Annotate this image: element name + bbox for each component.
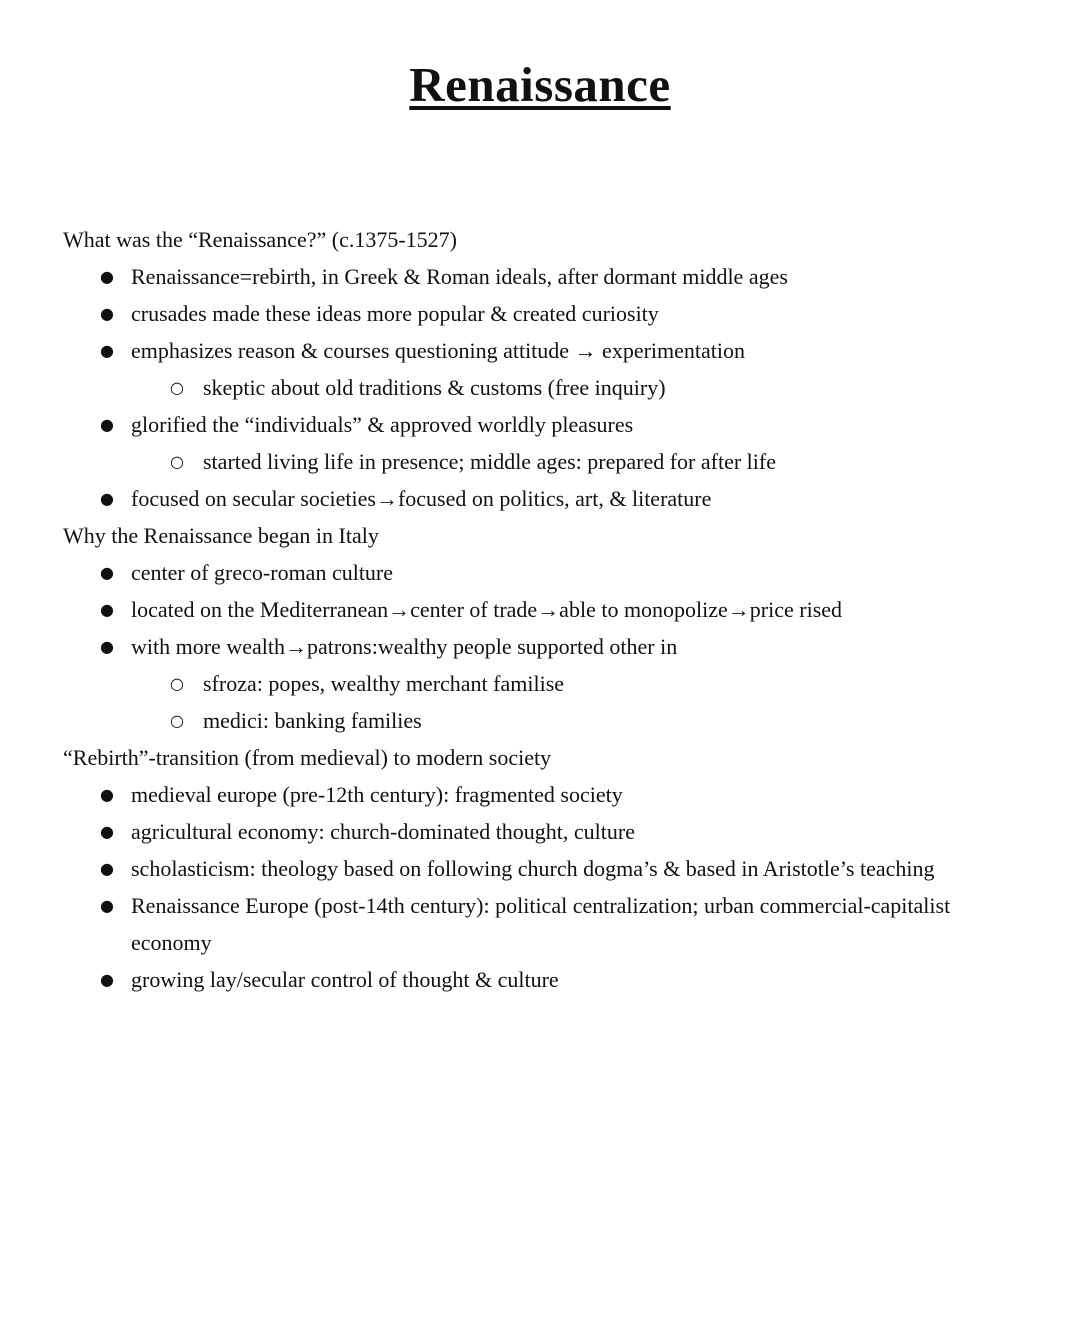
bullet-icon: ○ (170, 674, 184, 694)
bullet-icon: ● (100, 859, 114, 879)
bullet-icon: ● (100, 970, 114, 990)
list-item (63, 776, 1017, 813)
list-item (63, 554, 1017, 591)
list-item (63, 665, 1017, 702)
section-list (63, 554, 1017, 739)
list-item-text: emphasizes reason & courses questioning attitude → experimentation (131, 338, 746, 364)
list-item-text: Renaissance Europe (post-14th century): political centralization; urban commercial-capitalist economy (131, 893, 951, 956)
list-item (63, 369, 1017, 406)
bullet-icon: ○ (170, 711, 184, 731)
bullet-icon: ● (100, 896, 114, 916)
list-item (63, 628, 1017, 665)
list-item (63, 961, 1017, 998)
bullet-icon: ● (100, 489, 114, 509)
bullet-icon: ● (100, 563, 114, 583)
bullet-icon: ● (100, 822, 114, 842)
list-item-text: focused on secular societies→focused on politics, art, & literature (131, 486, 712, 512)
bullet-icon: ○ (170, 452, 184, 472)
list-item-text: sfroza: popes, wealthy merchant familise (203, 671, 565, 697)
bullet-icon: ● (100, 600, 114, 620)
section-heading: What was the “Renaissance?” (c.1375-1527) (63, 227, 458, 253)
notes-content (63, 221, 1017, 998)
list-item-text: skeptic about old traditions & customs (free inquiry) (203, 375, 666, 401)
section-heading: Why the Renaissance began in Italy (63, 523, 379, 549)
document-title: Renaissance (409, 57, 671, 112)
list-item (63, 813, 1017, 850)
list-item-text: growing lay/secular control of thought & culture (131, 967, 559, 993)
list-item-text: agricultural economy: church-dominated thought, culture (131, 819, 636, 845)
list-item (63, 443, 1017, 480)
list-item (63, 258, 1017, 295)
bullet-icon: ● (100, 637, 114, 657)
list-item-text: located on the Mediterranean→center of trade→able to monopolize→price rised (131, 597, 843, 623)
list-item (63, 332, 1017, 369)
list-item (63, 480, 1017, 517)
list-item (63, 406, 1017, 443)
list-item (63, 295, 1017, 332)
bullet-icon: ● (100, 341, 114, 361)
notes-section (63, 221, 1017, 517)
bullet-icon: ● (100, 267, 114, 287)
list-item-text: medieval europe (pre-12th century): fragmented society (131, 782, 623, 808)
list-item-text: medici: banking families (203, 708, 422, 734)
section-list (63, 258, 1017, 517)
list-item-text: Renaissance=rebirth, in Greek & Roman ideals, after dormant middle ages (131, 264, 788, 290)
notes-section (63, 517, 1017, 739)
list-item-text: scholasticism: theology based on following church dogma’s & based in Aristotle’s teaching (131, 856, 935, 882)
section-list (63, 776, 1017, 998)
list-item (63, 591, 1017, 628)
list-item (63, 850, 1017, 887)
list-item (63, 702, 1017, 739)
bullet-icon: ● (100, 785, 114, 805)
list-item-text: with more wealth→patrons:wealthy people supported other in (131, 634, 678, 660)
bullet-icon: ● (100, 415, 114, 435)
list-item (63, 887, 1017, 961)
list-item-text: glorified the “individuals” & approved worldly pleasures (131, 412, 634, 438)
list-item-text: started living life in presence; middle ages: prepared for after life (203, 449, 776, 475)
list-item-text: crusades made these ideas more popular & created curiosity (131, 301, 659, 327)
notes-section (63, 739, 1017, 998)
section-heading: “Rebirth”-transition (from medieval) to modern society (63, 745, 552, 771)
bullet-icon: ○ (170, 378, 184, 398)
list-item-text: center of greco-roman culture (131, 560, 394, 586)
bullet-icon: ● (100, 304, 114, 324)
